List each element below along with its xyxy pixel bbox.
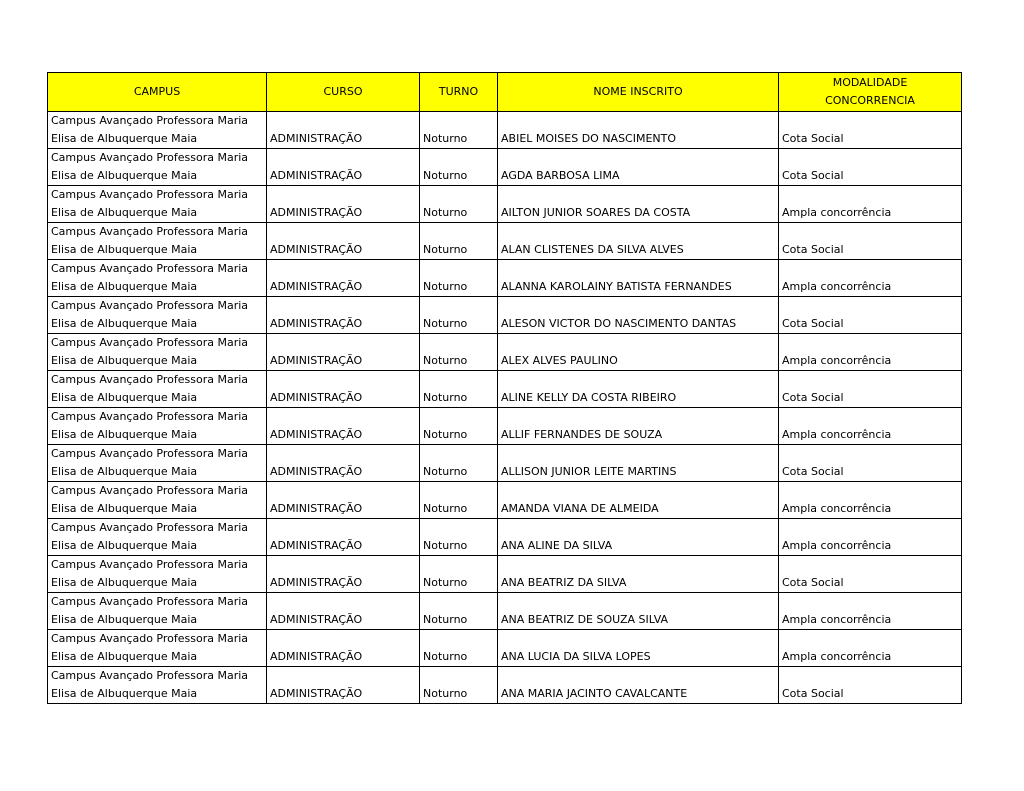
- cell-nome-inscrito: ANA LUCIA DA SILVA LOPES: [498, 630, 779, 667]
- cell-turno: Noturno: [420, 149, 498, 186]
- cell-turno: Noturno: [420, 297, 498, 334]
- header-turno: TURNO: [420, 73, 498, 112]
- header-modalidade-line2: CONCORRENCIA: [825, 94, 915, 107]
- table-body: [48, 112, 962, 704]
- table-row: [48, 519, 962, 556]
- cell-curso: ADMINISTRAÇÃO: [267, 667, 420, 704]
- cell-campus-line1: Campus Avançado Professora Maria: [51, 373, 249, 386]
- cell-campus-line2: Elisa de Albuquerque Maia: [51, 243, 198, 256]
- cell-campus: [48, 371, 267, 408]
- cell-turno: Noturno: [420, 260, 498, 297]
- cell-curso: ADMINISTRAÇÃO: [267, 223, 420, 260]
- cell-campus: [48, 667, 267, 704]
- cell-turno: Noturno: [420, 334, 498, 371]
- table-row: [48, 593, 962, 630]
- cell-nome-inscrito: AMANDA VIANA DE ALMEIDA: [498, 482, 779, 519]
- cell-curso: ADMINISTRAÇÃO: [267, 371, 420, 408]
- cell-campus: [48, 223, 267, 260]
- cell-nome-inscrito: ANA MARIA JACINTO CAVALCANTE: [498, 667, 779, 704]
- table-row: [48, 223, 962, 260]
- cell-nome-inscrito: AILTON JUNIOR SOARES DA COSTA: [498, 186, 779, 223]
- cell-turno: Noturno: [420, 371, 498, 408]
- cell-campus: [48, 149, 267, 186]
- cell-campus-line2: Elisa de Albuquerque Maia: [51, 687, 198, 700]
- cell-campus-line2: Elisa de Albuquerque Maia: [51, 169, 198, 182]
- cell-campus: [48, 112, 267, 149]
- cell-nome-inscrito: ALINE KELLY DA COSTA RIBEIRO: [498, 371, 779, 408]
- cell-turno: Noturno: [420, 186, 498, 223]
- cell-campus: [48, 593, 267, 630]
- cell-curso: ADMINISTRAÇÃO: [267, 445, 420, 482]
- header-modalidade-line1: MODALIDADE: [832, 76, 908, 89]
- cell-modalidade: Cota Social: [779, 149, 962, 186]
- table-row: [48, 149, 962, 186]
- cell-campus-line2: Elisa de Albuquerque Maia: [51, 650, 198, 663]
- cell-modalidade: Ampla concorrência: [779, 482, 962, 519]
- cell-campus-line2: Elisa de Albuquerque Maia: [51, 132, 198, 145]
- cell-curso: ADMINISTRAÇÃO: [267, 408, 420, 445]
- cell-nome-inscrito: ALAN CLISTENES DA SILVA ALVES: [498, 223, 779, 260]
- cell-campus: [48, 186, 267, 223]
- cell-campus: [48, 630, 267, 667]
- enrollment-table: [47, 72, 962, 704]
- table-row: [48, 482, 962, 519]
- header-modalidade-concorrencia: [779, 73, 962, 112]
- cell-curso: ADMINISTRAÇÃO: [267, 297, 420, 334]
- cell-turno: Noturno: [420, 593, 498, 630]
- cell-nome-inscrito: ALANNA KAROLAINY BATISTA FERNANDES: [498, 260, 779, 297]
- cell-campus-line1: Campus Avançado Professora Maria: [51, 595, 249, 608]
- cell-curso: ADMINISTRAÇÃO: [267, 630, 420, 667]
- cell-turno: Noturno: [420, 482, 498, 519]
- cell-modalidade: Ampla concorrência: [779, 408, 962, 445]
- cell-modalidade: Cota Social: [779, 223, 962, 260]
- cell-curso: ADMINISTRAÇÃO: [267, 112, 420, 149]
- cell-turno: Noturno: [420, 519, 498, 556]
- cell-campus: [48, 519, 267, 556]
- cell-modalidade: Ampla concorrência: [779, 593, 962, 630]
- cell-curso: ADMINISTRAÇÃO: [267, 186, 420, 223]
- table-row: [48, 630, 962, 667]
- cell-campus: [48, 408, 267, 445]
- cell-curso: ADMINISTRAÇÃO: [267, 482, 420, 519]
- cell-curso: ADMINISTRAÇÃO: [267, 334, 420, 371]
- cell-modalidade: Cota Social: [779, 112, 962, 149]
- cell-campus-line2: Elisa de Albuquerque Maia: [51, 613, 198, 626]
- cell-campus: [48, 297, 267, 334]
- cell-campus-line1: Campus Avançado Professora Maria: [51, 299, 249, 312]
- cell-turno: Noturno: [420, 556, 498, 593]
- cell-nome-inscrito: ALEX ALVES PAULINO: [498, 334, 779, 371]
- cell-modalidade: Cota Social: [779, 297, 962, 334]
- table-row: [48, 556, 962, 593]
- cell-campus: [48, 556, 267, 593]
- table-row: [48, 260, 962, 297]
- cell-nome-inscrito: ANA BEATRIZ DE SOUZA SILVA: [498, 593, 779, 630]
- cell-modalidade: Cota Social: [779, 445, 962, 482]
- cell-campus-line1: Campus Avançado Professora Maria: [51, 669, 249, 682]
- cell-nome-inscrito: ANA BEATRIZ DA SILVA: [498, 556, 779, 593]
- cell-turno: Noturno: [420, 630, 498, 667]
- cell-nome-inscrito: ALLIF FERNANDES DE SOUZA: [498, 408, 779, 445]
- cell-turno: Noturno: [420, 667, 498, 704]
- cell-turno: Noturno: [420, 445, 498, 482]
- cell-campus: [48, 260, 267, 297]
- table-row: [48, 667, 962, 704]
- cell-nome-inscrito: ANA ALINE DA SILVA: [498, 519, 779, 556]
- cell-curso: ADMINISTRAÇÃO: [267, 260, 420, 297]
- cell-modalidade: Cota Social: [779, 556, 962, 593]
- cell-modalidade: Ampla concorrência: [779, 630, 962, 667]
- cell-campus: [48, 482, 267, 519]
- cell-curso: ADMINISTRAÇÃO: [267, 593, 420, 630]
- cell-curso: ADMINISTRAÇÃO: [267, 519, 420, 556]
- cell-campus-line2: Elisa de Albuquerque Maia: [51, 206, 198, 219]
- cell-curso: ADMINISTRAÇÃO: [267, 556, 420, 593]
- table-row: [48, 334, 962, 371]
- cell-nome-inscrito: ALLISON JUNIOR LEITE MARTINS: [498, 445, 779, 482]
- cell-campus-line2: Elisa de Albuquerque Maia: [51, 428, 198, 441]
- cell-modalidade: Ampla concorrência: [779, 186, 962, 223]
- cell-modalidade: Cota Social: [779, 371, 962, 408]
- header-curso: CURSO: [267, 73, 420, 112]
- cell-modalidade: Ampla concorrência: [779, 519, 962, 556]
- cell-nome-inscrito: ABIEL MOISES DO NASCIMENTO: [498, 112, 779, 149]
- table-row: [48, 297, 962, 334]
- cell-nome-inscrito: AGDA BARBOSA LIMA: [498, 149, 779, 186]
- cell-campus-line1: Campus Avançado Professora Maria: [51, 262, 249, 275]
- cell-turno: Noturno: [420, 223, 498, 260]
- cell-campus-line1: Campus Avançado Professora Maria: [51, 632, 249, 645]
- cell-modalidade: Ampla concorrência: [779, 334, 962, 371]
- table-row: [48, 408, 962, 445]
- cell-campus: [48, 445, 267, 482]
- cell-campus-line2: Elisa de Albuquerque Maia: [51, 539, 198, 552]
- table-row: [48, 112, 962, 149]
- table-row: [48, 186, 962, 223]
- cell-campus-line1: Campus Avançado Professora Maria: [51, 447, 249, 460]
- cell-campus-line1: Campus Avançado Professora Maria: [51, 188, 249, 201]
- cell-turno: Noturno: [420, 112, 498, 149]
- cell-campus-line2: Elisa de Albuquerque Maia: [51, 354, 198, 367]
- cell-campus-line1: Campus Avançado Professora Maria: [51, 225, 249, 238]
- cell-curso: ADMINISTRAÇÃO: [267, 149, 420, 186]
- cell-nome-inscrito: ALESON VICTOR DO NASCIMENTO DANTAS: [498, 297, 779, 334]
- header-campus: CAMPUS: [48, 73, 267, 112]
- table-header-row: [48, 73, 962, 112]
- cell-campus-line1: Campus Avançado Professora Maria: [51, 558, 249, 571]
- cell-turno: Noturno: [420, 408, 498, 445]
- cell-campus-line1: Campus Avançado Professora Maria: [51, 521, 249, 534]
- cell-campus-line2: Elisa de Albuquerque Maia: [51, 576, 198, 589]
- cell-campus: [48, 334, 267, 371]
- cell-campus-line1: Campus Avançado Professora Maria: [51, 484, 249, 497]
- cell-campus-line1: Campus Avançado Professora Maria: [51, 114, 249, 127]
- cell-campus-line2: Elisa de Albuquerque Maia: [51, 280, 198, 293]
- cell-campus-line2: Elisa de Albuquerque Maia: [51, 317, 198, 330]
- header-nome-inscrito: NOME INSCRITO: [498, 73, 779, 112]
- table-row: [48, 445, 962, 482]
- cell-modalidade: Cota Social: [779, 667, 962, 704]
- cell-campus-line2: Elisa de Albuquerque Maia: [51, 465, 198, 478]
- table-row: [48, 371, 962, 408]
- cell-modalidade: Ampla concorrência: [779, 260, 962, 297]
- cell-campus-line1: Campus Avançado Professora Maria: [51, 336, 249, 349]
- cell-campus-line2: Elisa de Albuquerque Maia: [51, 391, 198, 404]
- cell-campus-line1: Campus Avançado Professora Maria: [51, 410, 249, 423]
- cell-campus-line1: Campus Avançado Professora Maria: [51, 151, 249, 164]
- cell-campus-line2: Elisa de Albuquerque Maia: [51, 502, 198, 515]
